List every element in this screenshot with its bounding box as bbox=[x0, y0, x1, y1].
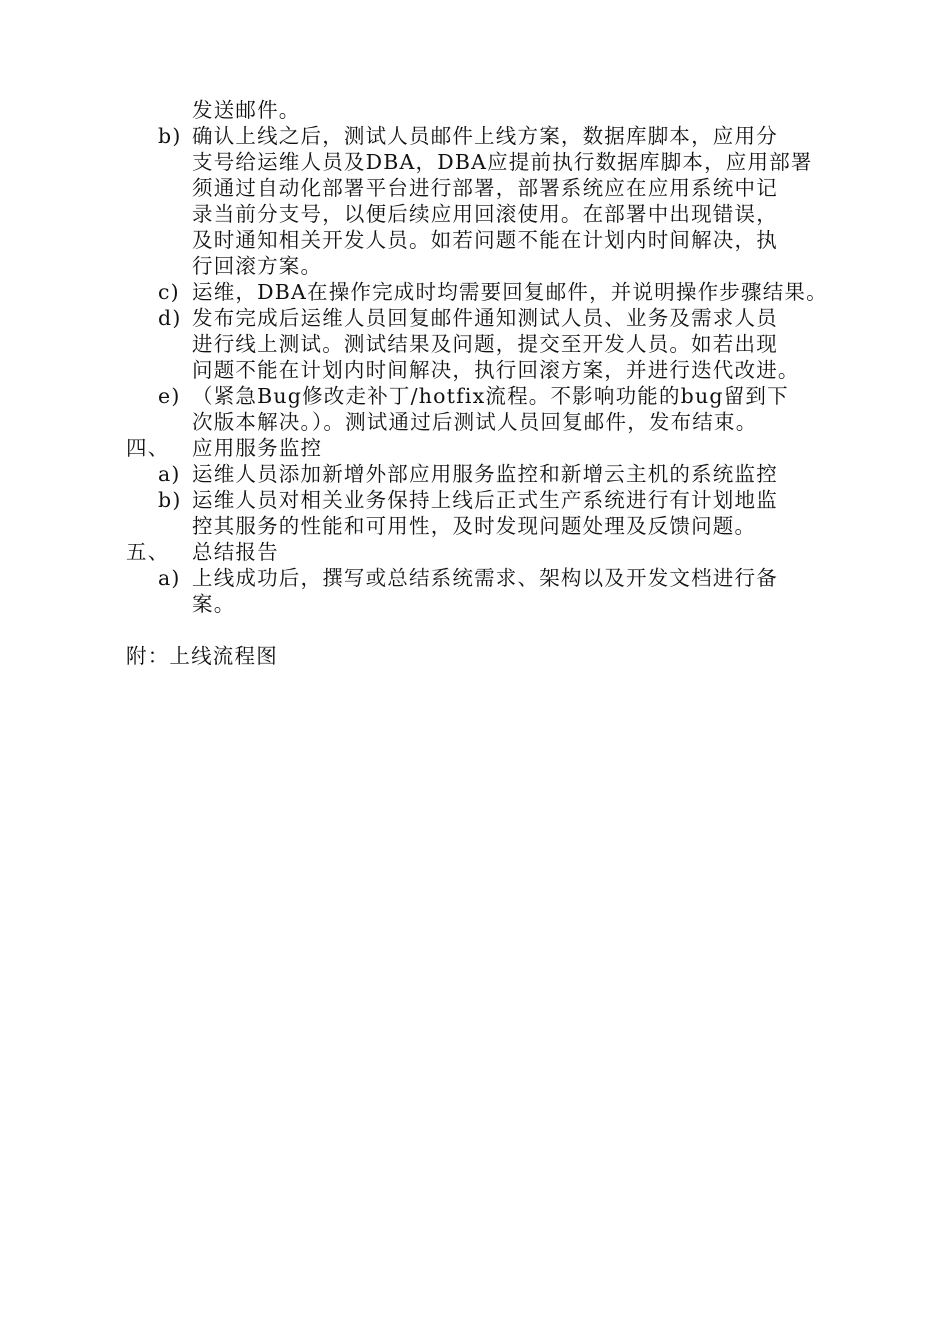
list-item-text: 问题不能在计划内时间解决，执行回滚方案，并进行迭代改进。 bbox=[192, 358, 800, 382]
list-marker: a) bbox=[158, 462, 181, 486]
list-item-text: 录当前分支号，以便后续应用回滚使用。在部署中出现错误， bbox=[192, 202, 778, 226]
list-item-text: 运维人员添加新增外部应用服务监控和新增云主机的系统监控 bbox=[192, 462, 778, 486]
list-item-text: 确认上线之后，测试人员邮件上线方案，数据库脚本，应用分 bbox=[192, 124, 778, 148]
list-item-b bbox=[126, 487, 896, 539]
list-item-text: 案。 bbox=[192, 592, 236, 616]
list-item-a bbox=[126, 565, 896, 617]
list-item-b bbox=[126, 123, 896, 279]
section-title: 总结报告 bbox=[192, 540, 279, 564]
list-item-text: 运维，DBA在操作完成时均需要回复邮件，并说明操作步骤结果。 bbox=[192, 280, 828, 304]
list-item-text: （紧急Bug修改走补丁/hotfix流程。不影响功能的bug留到下 bbox=[192, 384, 789, 408]
list-item-text: 运维人员对相关业务保持上线后正式生产系统进行有计划地监 bbox=[192, 488, 778, 512]
continuation-line: 发送邮件。 bbox=[192, 98, 301, 122]
section-title: 应用服务监控 bbox=[192, 436, 323, 460]
list-item-text: 上线成功后，撰写或总结系统需求、架构以及开发文档进行备 bbox=[192, 566, 778, 590]
list-item-text: 及时通知相关开发人员。如若问题不能在计划内时间解决，执 bbox=[192, 228, 778, 252]
list-marker: b) bbox=[158, 488, 182, 512]
list-item-c bbox=[126, 279, 896, 305]
list-item-text: 控其服务的性能和可用性，及时发现问题处理及反馈问题。 bbox=[192, 514, 757, 538]
section-heading-summary bbox=[126, 539, 896, 565]
list-item-text: 次版本解决。）。测试通过后测试人员回复邮件，发布结束。 bbox=[192, 410, 758, 434]
list-marker: b) bbox=[158, 124, 182, 148]
section-number: 四、 bbox=[126, 436, 170, 460]
blank-line bbox=[126, 617, 896, 643]
document-body bbox=[126, 97, 896, 669]
list-item-a bbox=[126, 461, 896, 487]
list-item-text: 发布完成后运维人员回复邮件通知测试人员、业务及需求人员 bbox=[192, 306, 778, 330]
list-item-e bbox=[126, 383, 896, 435]
list-item-text: 须通过自动化部署平台进行部署，部署系统应在应用系统中记 bbox=[192, 176, 778, 200]
list-marker: e) bbox=[158, 384, 181, 408]
appendix-caption: 附：上线流程图 bbox=[126, 644, 278, 668]
list-item-text: 支号给运维人员及DBA，DBA应提前执行数据库脚本，应用部署 bbox=[192, 150, 813, 174]
list-item-text: 行回滚方案。 bbox=[192, 254, 323, 278]
section-number: 五、 bbox=[126, 540, 170, 564]
list-marker: a) bbox=[158, 566, 181, 590]
list-marker: d) bbox=[158, 306, 182, 330]
list-item-text: 进行线上测试。测试结果及问题，提交至开发人员。如若出现 bbox=[192, 332, 778, 356]
list-item-d bbox=[126, 305, 896, 383]
section-heading-monitoring bbox=[126, 435, 896, 461]
list-marker: c) bbox=[158, 280, 180, 304]
